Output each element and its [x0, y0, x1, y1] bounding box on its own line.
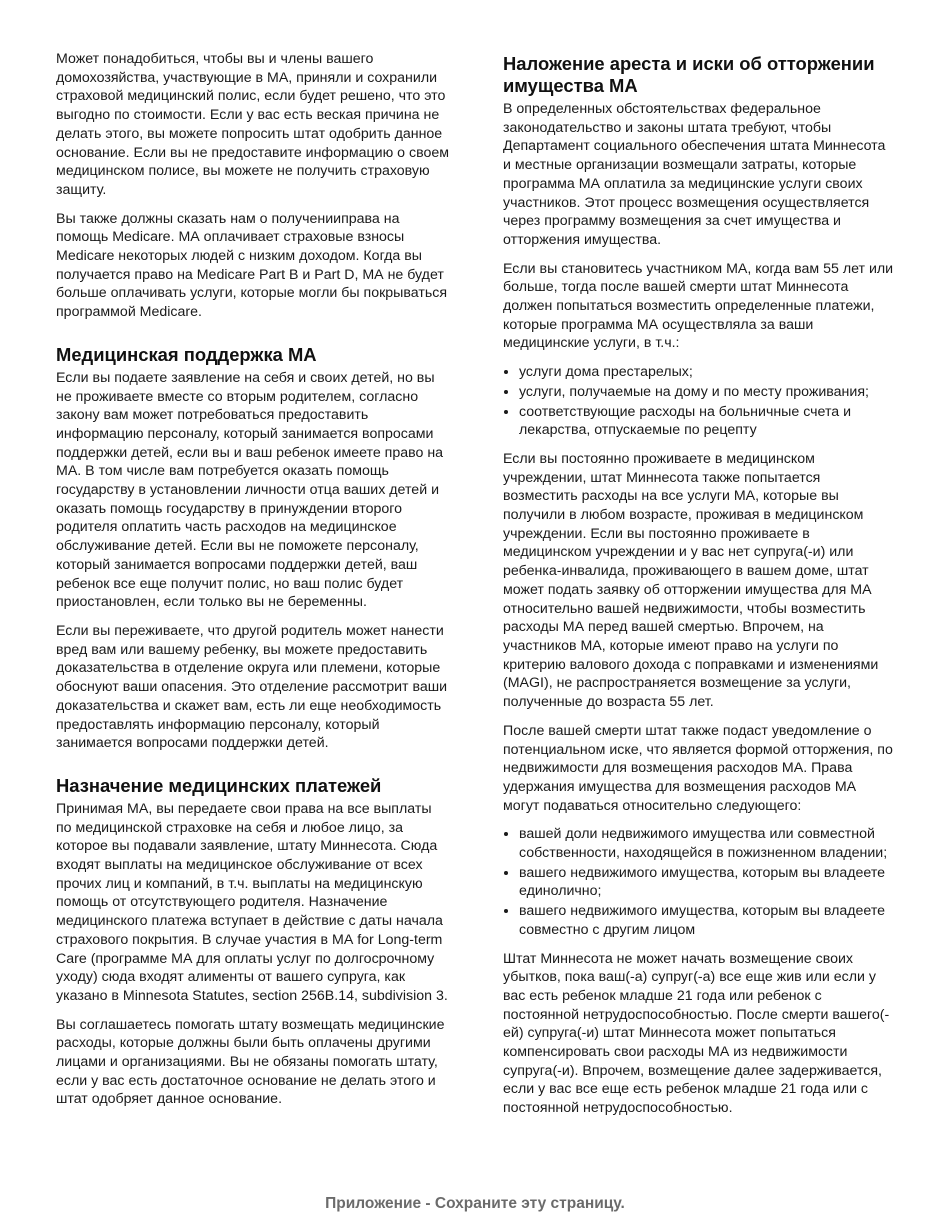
- services-list: [503, 363, 896, 440]
- paragraph-child-support: Если вы подаете заявление на себя и своих детей, но вы не проживаете вместе со вторым родителем, согласно закону вам может потребоваться предоставить информацию персоналу, который занимается вопросами поддержки детей, если вы и ваш ребенок имеете право на МА. В том числе вам потребуется оказать помощь государству в установлении личности отца ваших детей и оказать помощь государству в принуждении второго родителя оплатить часть расходов на медицинское обслуживание детей. Если вы не поможете персоналу, который занимается вопросами поддержки детей, ваш ребенок все еще получит полис, но ваш полис будет приостановлен, если только вы не беременны.: [56, 369, 444, 611]
- heading-medical-support: Медицинская поддержка МА: [56, 343, 317, 365]
- paragraph-harm-concern: Если вы переживаете, что другой родитель может нанести вред вам или вашему ребенку, вы можете предоставить доказательства в отделение округа или племени, которые обоснуют ваши опасения. Это отделение рассмотрит ваши доказательства и скажет вам, есть ли еще необходимость предоставлять информацию персоналу, который занимается вопросами поддержки детей.: [56, 622, 448, 752]
- paragraph-insurance-policy: Может понадобиться, чтобы вы и члены вашего домохозяйства, участвующие в МА, приняли и сохранили страховой медицинский полис, если будет решено, что это выгодно по стоимости. Если у вас есть веская причина не делать этого, вы можете попросить штат одобрить данное основание. Если вы не предоставите информацию о своем медицинском полисе, вы можете не получить страховую защиту.: [56, 51, 450, 198]
- property-list: [503, 825, 896, 939]
- list-item: • вашего недвижимого имущества, которым вы владеете единолично;: [519, 864, 896, 901]
- paragraph-assignment-rights: Принимая МА, вы передаете свои права на все выплаты по медицинской страховке на себя и любое лицо, за которое вы подавали заявление, штату Миннесота. Сюда входят выплаты на медицинское обслуживание от всех прочих лиц и компаний, в т.ч. выплаты на медицинскую помощь от отсутствующего родителя. Назначение медицинского платежа вступает в действие с даты начала страхового покрытия. В случае участия в МА for Long-term Care (программе МА для оплаты услуг по долгосрочному уходу) сюда входят алименты от вашего супруга, как указано в Minnesota Statutes, section 256B.14, subdivision 3.: [56, 800, 448, 1004]
- list-item: • соответствующие расходы на больничные счета и лекарства, отпускаемые по рецепту: [519, 403, 896, 440]
- list-item: • услуги дома престарелых;: [519, 363, 896, 382]
- document-page: [56, 50, 896, 1180]
- list-item: • вашей доли недвижимого имущества или совместной собственности, находящейся в пожизненном владении;: [519, 825, 896, 862]
- list-item: • вашего недвижимого имущества, которым вы владеете совместно с другим лицом: [519, 902, 896, 939]
- list-item: • услуги, получаемые на дому и по месту проживания;: [519, 383, 896, 402]
- paragraph-spouse-delay: Штат Миннесота не может начать возмещение своих убытков, пока ваш(-а) супруг(-а) все еще жив или если у вас есть ребенок младше 21 года или ребенок с постоянной нетрудоспособностью. После смерти вашего(-ей) супруга(-и) штат Миннесота может попытаться компенсировать свои расходы МА из недвижимости супруга(-и). Впрочем, возмещение далее задерживается, если у вас все еще есть ребенок младше 21 года или с постоянной нетрудоспособностью.: [503, 950, 890, 1117]
- heading-assignment-payments: Назначение медицинских платежей: [56, 774, 382, 796]
- paragraph-medicare: Вы также должны сказать нам о полученииправа на помощь Medicare. МА оплачивает страховые взносы Medicare некоторых людей с низким доходом. Когда вы получается право на Medicare Part B и Part D, МА не будет больше оплачивать услуги, которые могли бы покрываться программой Medicare.: [56, 210, 448, 321]
- paragraph-age-55: Если вы становитесь участником МА, когда вам 55 лет или больше, тогда после вашей смерти штат Миннесота должен попытаться возместить определенные платежи, которые программа МА осуществляла за ваши медицинские услуги, в т.ч.:: [503, 260, 894, 352]
- paragraph-medical-institution: Если вы постоянно проживаете в медицинском учреждении, штат Миннесота также попытается возместить расходы на все услуги МА, которые вы получили в любом возрасте, проживая в медицинском учреждении. Если вы постоянно проживаете в медицинском учреждении и у вас нет супруга(-и) или ребенка-инвалида, проживающего в вашем доме, штат может подать заявку об отторжении имущества для МА относительно вашей недвижимости, чтобы возместить расходы МА перед вашей смертью. Впрочем, на участников МА, которые имеют право на услуги по критерию валового дохода с поправками и изменениями (MAGI), не распространяется возмещение за услуги, полученные до возраста 55 лет.: [503, 450, 879, 711]
- left-column: [56, 50, 449, 1180]
- paragraph-after-death: После вашей смерти штат также подаст уведомление о потенциальном иске, что является формой отторжения, по недвижимости для возмещения расходов МА. Права удержания имущества для возмещения расходов МА могут подаваться относительно следующего:: [503, 722, 893, 814]
- paragraph-help-state: Вы соглашаетесь помогать штату возмещать медицинские расходы, которые должны были быть оплачены другими лицами и организациями. Вы не обязаны помогать штату, если у вас есть достаточное основание не делать этого и штат одобряет данное основание.: [56, 1016, 445, 1108]
- paragraph-recovery-intro: В определенных обстоятельствах федеральное законодательство и законы штата требуют, чтобы Департамент социального обеспечения штата Миннесота и местные организации возмещали затраты, которые программа МА оплатила за медицинские услуги своих участников. Этот процесс возмещения осуществляется через программу возмещения за счет имущества и отторжения имущества.: [503, 101, 886, 248]
- page-footer: Приложение - Сохраните эту страницу.: [325, 1195, 625, 1212]
- heading-liens-claims: Наложение ареста и иски об отторжении имущества МА: [503, 53, 875, 96]
- right-column: [503, 50, 896, 1180]
